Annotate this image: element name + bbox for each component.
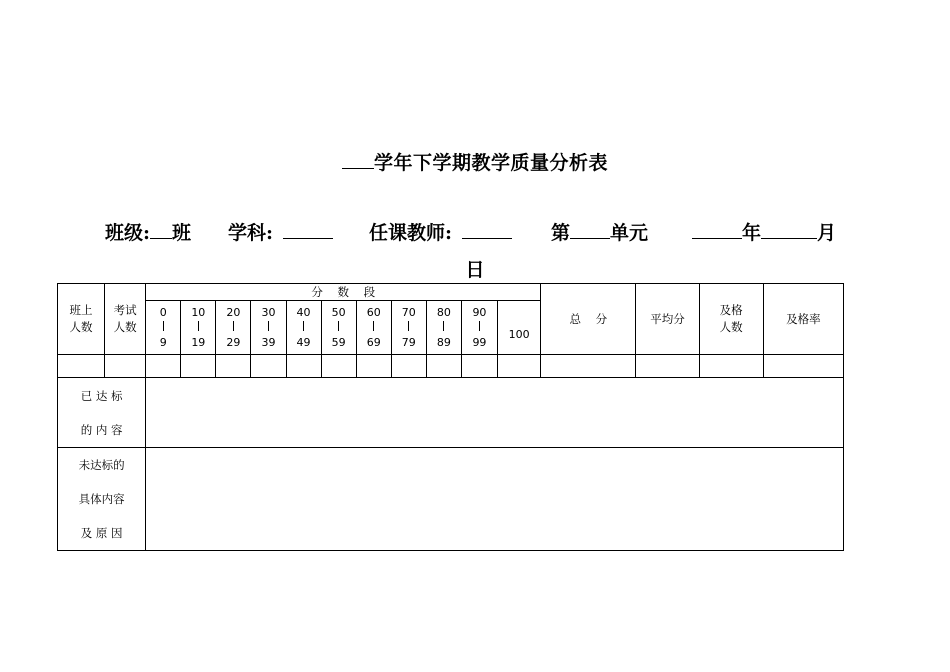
header-total: 总 分 [541, 284, 636, 355]
data-entry-row[interactable] [58, 355, 844, 378]
not-achieved-label-line3: 及 原 因 [80, 526, 123, 540]
class-label: 班级: [105, 222, 151, 244]
month-blank[interactable] [761, 222, 817, 239]
cell-band-4[interactable] [286, 355, 321, 378]
achieved-content[interactable] [146, 378, 844, 448]
day-label: 日 [465, 259, 485, 281]
cell-band-8[interactable] [426, 355, 461, 378]
unit-suffix: 单元 [610, 222, 649, 244]
range-100: 100 [497, 301, 540, 355]
range-90-99: 90 99 [461, 301, 497, 355]
date-field [692, 218, 836, 245]
range-10-19: 10 19 [181, 301, 216, 355]
range-30-39: 30 39 [251, 301, 286, 355]
header-pass-rate: 及格率 [763, 284, 843, 355]
class-suffix: 班 [172, 222, 192, 244]
year-blank[interactable] [692, 222, 742, 239]
document-title [0, 148, 950, 175]
cell-band-6[interactable] [356, 355, 391, 378]
cell-band-100[interactable] [497, 355, 540, 378]
header-examinees: 考试 人数 [105, 284, 146, 355]
subject-field [228, 218, 333, 245]
cell-band-0[interactable] [146, 355, 181, 378]
unit-prefix: 第 [551, 222, 571, 244]
range-0-9: 0 9 [146, 301, 181, 355]
subject-label: 学科: [228, 222, 274, 244]
cell-pass-rate[interactable] [763, 355, 843, 378]
achieved-label-line2: 的 内 容 [80, 422, 123, 437]
not-achieved-label-line2: 具体内容 [78, 492, 125, 506]
class-field [105, 218, 191, 245]
header-average: 平均分 [636, 284, 699, 355]
subject-blank[interactable] [283, 222, 333, 239]
not-achieved-label [58, 448, 146, 551]
title-text: 学年下学期教学质量分析表 [373, 152, 608, 174]
teacher-field [369, 218, 512, 245]
cell-class-students[interactable] [58, 355, 105, 378]
header-pass-count: 及格 人数 [699, 284, 763, 355]
analysis-table [57, 283, 844, 551]
achieved-label-line1: 已 达 标 [80, 388, 123, 403]
not-achieved-label-line1: 未达标的 [78, 458, 125, 472]
range-20-29: 20 29 [216, 301, 251, 355]
school-year-blank[interactable] [342, 152, 374, 169]
header-score-bands: 分 数 段 [146, 284, 541, 301]
cell-band-2[interactable] [216, 355, 251, 378]
range-70-79: 70 79 [391, 301, 426, 355]
teacher-blank[interactable] [462, 222, 512, 239]
month-label: 月 [817, 222, 837, 244]
cell-total[interactable] [541, 355, 636, 378]
cell-band-1[interactable] [181, 355, 216, 378]
achieved-label [58, 378, 146, 448]
range-60-69: 60 69 [356, 301, 391, 355]
cell-average[interactable] [636, 355, 699, 378]
range-50-59: 50 59 [321, 301, 356, 355]
cell-band-3[interactable] [251, 355, 286, 378]
unit-blank[interactable] [570, 222, 610, 239]
range-40-49: 40 49 [286, 301, 321, 355]
cell-band-7[interactable] [391, 355, 426, 378]
range-80-89: 80 89 [426, 301, 461, 355]
cell-pass-count[interactable] [699, 355, 763, 378]
class-blank[interactable] [150, 222, 172, 239]
not-achieved-content[interactable] [146, 448, 844, 551]
cell-band-9[interactable] [461, 355, 497, 378]
year-label: 年 [742, 222, 762, 244]
header-class-students: 班上 人数 [58, 284, 105, 355]
unit-field [551, 218, 648, 245]
cell-band-5[interactable] [321, 355, 356, 378]
cell-examinees[interactable] [105, 355, 146, 378]
teacher-label: 任课教师: [369, 222, 453, 244]
